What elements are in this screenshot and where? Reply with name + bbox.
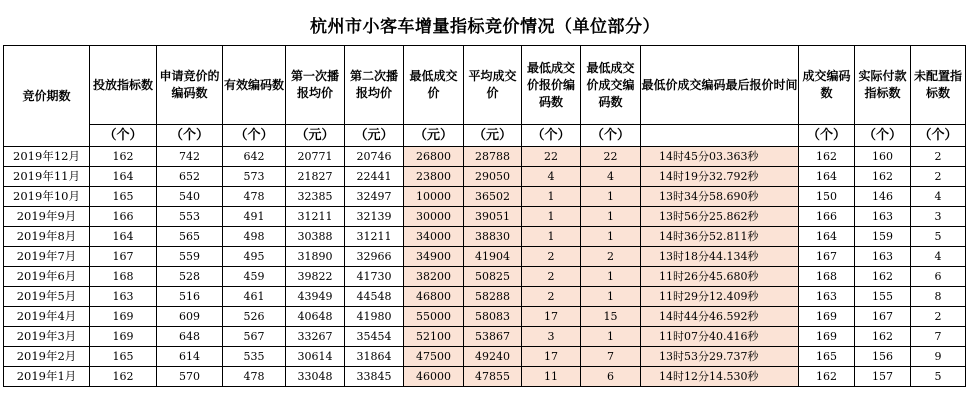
value-cell: 53867 [464, 327, 522, 347]
value-cell: 166 [799, 207, 855, 227]
value-cell: 1 [581, 187, 641, 207]
value-cell: 38200 [404, 267, 464, 287]
value-cell: 642 [223, 147, 286, 167]
value-cell: 2 [522, 287, 581, 307]
value-cell: 165 [799, 347, 855, 367]
value-cell: 155 [855, 287, 911, 307]
value-cell: 30388 [286, 227, 345, 247]
value-cell: 1 [581, 227, 641, 247]
value-cell: 30614 [286, 347, 345, 367]
value-cell: 55000 [404, 307, 464, 327]
value-cell: 1 [581, 207, 641, 227]
value-cell: 162 [90, 367, 157, 387]
column-unit: （个） [855, 125, 911, 147]
value-cell: 33267 [286, 327, 345, 347]
value-cell: 526 [223, 307, 286, 327]
value-cell: 3 [911, 207, 966, 227]
value-cell: 31211 [286, 207, 345, 227]
column-unit: （元） [345, 125, 404, 147]
value-cell: 2 [911, 307, 966, 327]
value-cell: 15 [581, 307, 641, 327]
time-cell: 11时29分12.409秒 [641, 287, 799, 307]
value-cell: 31211 [345, 227, 404, 247]
period-cell: 2019年11月 [4, 167, 90, 187]
value-cell: 20746 [345, 147, 404, 167]
value-cell: 478 [223, 187, 286, 207]
value-cell: 46000 [404, 367, 464, 387]
time-cell: 13时34分58.690秒 [641, 187, 799, 207]
period-cell: 2019年6月 [4, 267, 90, 287]
value-cell: 41730 [345, 267, 404, 287]
period-cell: 2019年2月 [4, 347, 90, 367]
period-cell: 2019年9月 [4, 207, 90, 227]
table-row [4, 207, 966, 227]
period-cell: 2019年10月 [4, 187, 90, 207]
value-cell: 46800 [404, 287, 464, 307]
value-cell: 573 [223, 167, 286, 187]
value-cell: 146 [855, 187, 911, 207]
period-cell: 2019年7月 [4, 247, 90, 267]
value-cell: 567 [223, 327, 286, 347]
time-cell: 11时07分40.416秒 [641, 327, 799, 347]
value-cell: 169 [90, 307, 157, 327]
value-cell: 165 [90, 347, 157, 367]
value-cell: 162 [855, 327, 911, 347]
value-cell: 491 [223, 207, 286, 227]
value-cell: 163 [799, 287, 855, 307]
value-cell: 2 [581, 247, 641, 267]
column-header: 未配置指标数 [911, 46, 966, 125]
value-cell: 164 [799, 227, 855, 247]
value-cell: 169 [90, 327, 157, 347]
time-cell: 13时18分44.134秒 [641, 247, 799, 267]
period-cell: 2019年12月 [4, 147, 90, 167]
value-cell: 652 [157, 167, 223, 187]
period-cell: 2019年3月 [4, 327, 90, 347]
column-unit: （个） [522, 125, 581, 147]
value-cell: 2 [911, 167, 966, 187]
value-cell: 40648 [286, 307, 345, 327]
column-unit: （个） [90, 125, 157, 147]
value-cell: 1 [522, 207, 581, 227]
value-cell: 33048 [286, 367, 345, 387]
value-cell: 43949 [286, 287, 345, 307]
time-cell: 14时19分32.792秒 [641, 167, 799, 187]
value-cell: 30000 [404, 207, 464, 227]
value-cell: 3 [522, 327, 581, 347]
value-cell: 166 [90, 207, 157, 227]
value-cell: 159 [855, 227, 911, 247]
value-cell: 11 [522, 367, 581, 387]
value-cell: 528 [157, 267, 223, 287]
table-title: 杭州市小客车增量指标竞价情况（单位部分） [310, 17, 660, 37]
column-unit: （个） [581, 125, 641, 147]
value-cell: 33845 [345, 367, 404, 387]
column-header: 最低价成交编码最后报价时间 [641, 46, 799, 125]
column-header: 最低成交价 [404, 46, 464, 125]
value-cell: 22441 [345, 167, 404, 187]
value-cell: 38830 [464, 227, 522, 247]
column-header: 申请竞价的编码数 [157, 46, 223, 125]
column-header: 实际付款指标数 [855, 46, 911, 125]
table-row [4, 267, 966, 287]
value-cell: 58288 [464, 287, 522, 307]
column-header: 有效编码数 [223, 46, 286, 125]
value-cell: 4 [911, 187, 966, 207]
time-cell: 14时12分14.530秒 [641, 367, 799, 387]
period-cell: 2019年8月 [4, 227, 90, 247]
value-cell: 459 [223, 267, 286, 287]
value-cell: 162 [855, 167, 911, 187]
column-unit: （个） [911, 125, 966, 147]
value-cell: 168 [90, 267, 157, 287]
value-cell: 648 [157, 327, 223, 347]
value-cell: 41904 [464, 247, 522, 267]
value-cell: 535 [223, 347, 286, 367]
value-cell: 7 [581, 347, 641, 367]
value-cell: 162 [90, 147, 157, 167]
header-row [4, 46, 966, 125]
value-cell: 164 [90, 167, 157, 187]
value-cell: 160 [855, 147, 911, 167]
value-cell: 20771 [286, 147, 345, 167]
value-cell: 34000 [404, 227, 464, 247]
value-cell: 461 [223, 287, 286, 307]
value-cell: 10000 [404, 187, 464, 207]
value-cell: 1 [581, 287, 641, 307]
value-cell: 22 [522, 147, 581, 167]
value-cell: 516 [157, 287, 223, 307]
value-cell: 58083 [464, 307, 522, 327]
value-cell: 614 [157, 347, 223, 367]
value-cell: 22 [581, 147, 641, 167]
value-cell: 4 [581, 167, 641, 187]
value-cell: 609 [157, 307, 223, 327]
value-cell: 2 [522, 247, 581, 267]
value-cell: 1 [522, 227, 581, 247]
value-cell: 169 [799, 307, 855, 327]
unit-row [4, 125, 966, 147]
value-cell: 164 [90, 227, 157, 247]
table-row [4, 227, 966, 247]
column-header: 成交编码数 [799, 46, 855, 125]
time-cell: 14时36分52.811秒 [641, 227, 799, 247]
value-cell: 498 [223, 227, 286, 247]
time-cell: 14时45分03.363秒 [641, 147, 799, 167]
column-unit: （个） [223, 125, 286, 147]
period-cell: 2019年1月 [4, 367, 90, 387]
column-header: 第二次播报均价 [345, 46, 404, 125]
time-cell: 14时44分46.592秒 [641, 307, 799, 327]
value-cell: 163 [855, 207, 911, 227]
column-unit: （元） [286, 125, 345, 147]
table-row [4, 307, 966, 327]
value-cell: 162 [855, 267, 911, 287]
value-cell: 570 [157, 367, 223, 387]
value-cell: 5 [911, 367, 966, 387]
table-row [4, 367, 966, 387]
table-row [4, 147, 966, 167]
value-cell: 495 [223, 247, 286, 267]
value-cell: 164 [799, 167, 855, 187]
value-cell: 47500 [404, 347, 464, 367]
column-header: 第一次播报均价 [286, 46, 345, 125]
column-header: 最低成交价报价编码数 [522, 46, 581, 125]
value-cell: 7 [911, 327, 966, 347]
value-cell: 163 [855, 247, 911, 267]
value-cell: 163 [90, 287, 157, 307]
value-cell: 8 [911, 287, 966, 307]
table-row [4, 187, 966, 207]
value-cell: 32497 [345, 187, 404, 207]
value-cell: 21827 [286, 167, 345, 187]
value-cell: 49240 [464, 347, 522, 367]
value-cell: 167 [90, 247, 157, 267]
time-cell: 13时53分29.737秒 [641, 347, 799, 367]
value-cell: 31864 [345, 347, 404, 367]
value-cell: 31890 [286, 247, 345, 267]
value-cell: 157 [855, 367, 911, 387]
value-cell: 162 [799, 147, 855, 167]
value-cell: 2 [911, 147, 966, 167]
value-cell: 4 [911, 247, 966, 267]
value-cell: 23800 [404, 167, 464, 187]
column-unit [641, 125, 799, 147]
table-row [4, 167, 966, 187]
column-header: 最低成交价成交编码数 [581, 46, 641, 125]
period-cell: 2019年4月 [4, 307, 90, 327]
value-cell: 478 [223, 367, 286, 387]
table-row [4, 287, 966, 307]
column-header: 竞价期数 [4, 46, 90, 147]
column-unit: （元） [404, 125, 464, 147]
value-cell: 52100 [404, 327, 464, 347]
value-cell: 32966 [345, 247, 404, 267]
value-cell: 150 [799, 187, 855, 207]
auction-table [3, 45, 966, 387]
value-cell: 1 [581, 327, 641, 347]
value-cell: 4 [522, 167, 581, 187]
period-cell: 2019年5月 [4, 287, 90, 307]
value-cell: 35454 [345, 327, 404, 347]
value-cell: 2 [522, 267, 581, 287]
value-cell: 165 [90, 187, 157, 207]
column-header: 投放指标数 [90, 46, 157, 125]
value-cell: 32385 [286, 187, 345, 207]
column-unit: （个） [799, 125, 855, 147]
value-cell: 6 [581, 367, 641, 387]
time-cell: 11时26分45.680秒 [641, 267, 799, 287]
value-cell: 167 [799, 247, 855, 267]
column-header: 平均成交价 [464, 46, 522, 125]
value-cell: 167 [855, 307, 911, 327]
value-cell: 29050 [464, 167, 522, 187]
value-cell: 559 [157, 247, 223, 267]
value-cell: 5 [911, 227, 966, 247]
table-row [4, 347, 966, 367]
value-cell: 47855 [464, 367, 522, 387]
value-cell: 168 [799, 267, 855, 287]
table-row [4, 247, 966, 267]
value-cell: 39822 [286, 267, 345, 287]
value-cell: 9 [911, 347, 966, 367]
value-cell: 36502 [464, 187, 522, 207]
value-cell: 1 [522, 187, 581, 207]
value-cell: 39051 [464, 207, 522, 227]
value-cell: 17 [522, 347, 581, 367]
value-cell: 1 [581, 267, 641, 287]
value-cell: 32139 [345, 207, 404, 227]
value-cell: 156 [855, 347, 911, 367]
column-unit: （元） [464, 125, 522, 147]
value-cell: 41980 [345, 307, 404, 327]
value-cell: 540 [157, 187, 223, 207]
value-cell: 565 [157, 227, 223, 247]
value-cell: 26800 [404, 147, 464, 167]
value-cell: 17 [522, 307, 581, 327]
value-cell: 742 [157, 147, 223, 167]
value-cell: 50825 [464, 267, 522, 287]
value-cell: 28788 [464, 147, 522, 167]
value-cell: 6 [911, 267, 966, 287]
value-cell: 44548 [345, 287, 404, 307]
value-cell: 34900 [404, 247, 464, 267]
value-cell: 553 [157, 207, 223, 227]
value-cell: 162 [799, 367, 855, 387]
table-row [4, 327, 966, 347]
time-cell: 13时56分25.862秒 [641, 207, 799, 227]
column-unit: （个） [157, 125, 223, 147]
value-cell: 169 [799, 327, 855, 347]
table-body [4, 147, 966, 387]
